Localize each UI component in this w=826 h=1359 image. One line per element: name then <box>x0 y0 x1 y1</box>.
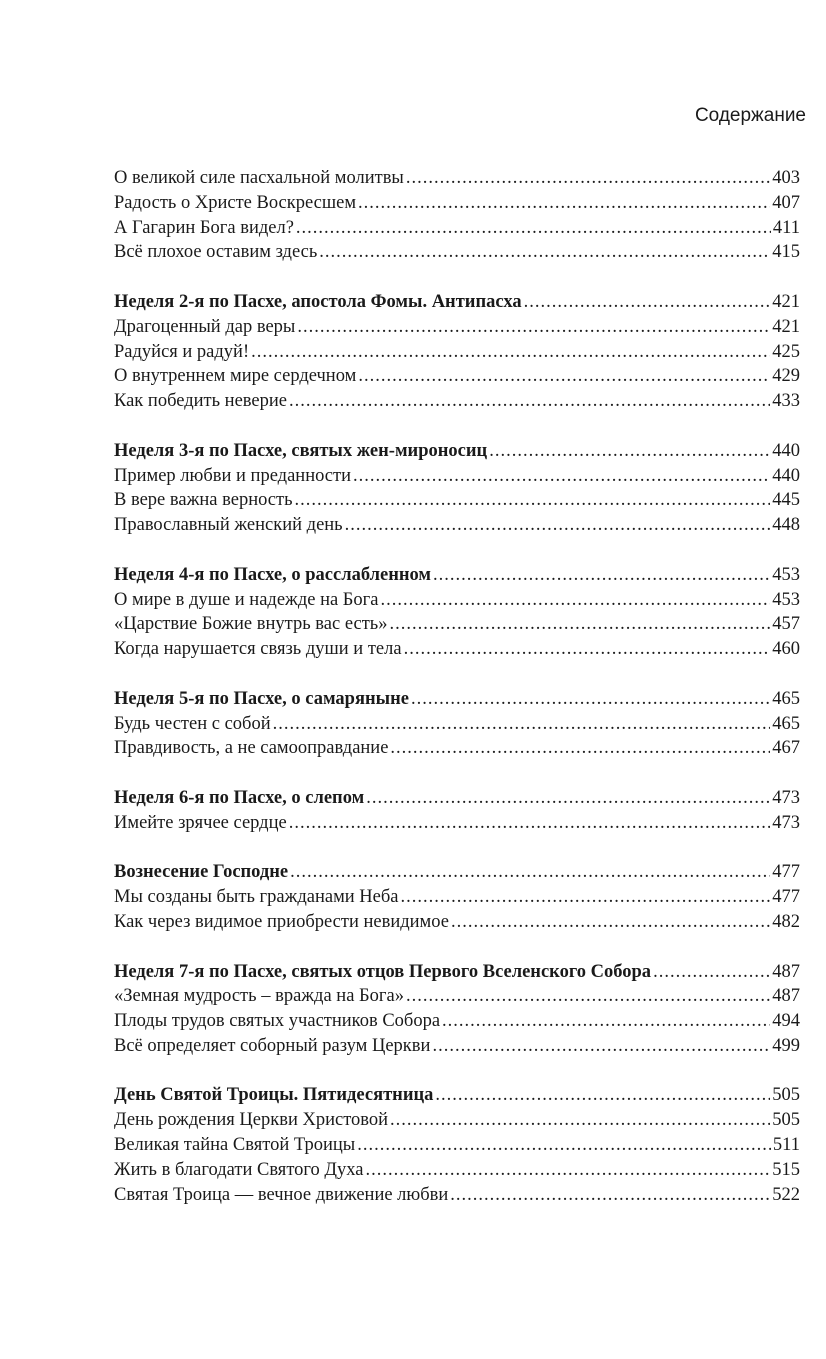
toc-entry <box>114 637 800 662</box>
toc-page-number: 522 <box>772 1184 800 1205</box>
toc-page-number: 429 <box>772 366 800 387</box>
toc-entry <box>114 340 800 365</box>
toc-page-number: 448 <box>772 515 800 536</box>
dot-leader <box>289 389 770 414</box>
dot-leader <box>297 315 770 340</box>
toc-entry <box>114 885 800 910</box>
toc-section-heading <box>114 290 800 315</box>
toc-entry <box>114 1158 800 1183</box>
toc-entry-title: Неделя 7-я по Пасхе, святых отцов Первого Вселенского Собора <box>114 961 652 982</box>
toc-page-number: 477 <box>772 887 800 908</box>
toc-entry <box>114 389 800 414</box>
dot-leader <box>380 588 770 613</box>
toc-entry-title: Неделя 3-я по Пасхе, святых жен-мироносиц <box>114 440 488 461</box>
toc-page-number: 403 <box>772 168 800 188</box>
toc-entry-title: Как победить неверие <box>114 391 287 412</box>
toc-entry-title: В вере важна верность <box>114 490 293 511</box>
toc-section <box>114 786 800 836</box>
toc-entry-title: День Святой Троицы. Пятидесятница <box>114 1085 434 1106</box>
toc-entry-title: Православный женский день <box>114 515 343 536</box>
dot-leader <box>524 290 771 315</box>
toc-page-number: 477 <box>772 862 800 883</box>
toc-entry <box>114 811 800 836</box>
dot-leader <box>366 1158 771 1183</box>
dot-leader <box>432 1034 770 1059</box>
dot-leader <box>451 910 770 935</box>
toc-entry <box>114 736 800 761</box>
toc-entry <box>114 240 800 265</box>
toc-section-heading <box>114 439 800 464</box>
toc-entry-title: Будь честен с собой <box>114 713 271 734</box>
toc-entry <box>114 910 800 935</box>
dot-leader <box>296 216 771 241</box>
toc-entry <box>114 612 800 637</box>
toc-page-number: 467 <box>772 738 800 759</box>
toc-entry <box>114 191 800 216</box>
toc-entry-title: Жить в благодати Святого Духа <box>114 1159 364 1180</box>
toc-entry <box>114 364 800 389</box>
dot-leader <box>251 340 770 365</box>
dot-leader <box>389 612 770 637</box>
toc-section <box>114 687 800 761</box>
toc-section <box>114 563 800 662</box>
toc-entry-title: Мы созданы быть гражданами Неба <box>114 887 399 908</box>
toc-page-number: 433 <box>772 391 800 412</box>
toc-entry-title: Вознесение Господне <box>114 862 289 883</box>
dot-leader <box>653 960 770 985</box>
dot-leader <box>290 860 770 885</box>
toc-entry-title: Неделя 2-я по Пасхе, апостола Фомы. Антипасха <box>114 291 522 312</box>
toc-entry-title: Плоды трудов святых участников Собора <box>114 1011 441 1032</box>
running-head: Содержание <box>694 105 806 126</box>
dot-leader <box>390 1108 770 1133</box>
toc-page-number: 465 <box>772 688 800 709</box>
toc-entry-title: Всё плохое оставим здесь <box>114 242 318 263</box>
table-of-contents <box>114 166 800 1232</box>
toc-page-number: 440 <box>772 440 800 461</box>
dot-leader <box>353 464 770 489</box>
dot-leader <box>289 811 771 836</box>
dot-leader <box>433 563 770 588</box>
toc-entry-title: Драгоценный дар веры <box>114 316 296 337</box>
toc-page-number: 505 <box>772 1085 800 1106</box>
toc-entry-title: «Царствие Божие внутрь вас есть» <box>114 614 388 635</box>
toc-page-number: 465 <box>772 713 800 734</box>
toc-page-number: 482 <box>772 911 800 932</box>
toc-page-number: 453 <box>772 589 800 610</box>
toc-section <box>114 860 800 934</box>
toc-entry <box>114 1133 800 1158</box>
toc-section-heading <box>114 1083 800 1108</box>
dot-leader <box>345 513 771 538</box>
toc-section-heading <box>114 687 800 712</box>
toc-entry-title: Радуйся и радуй! <box>114 341 250 362</box>
toc-entry <box>114 166 800 191</box>
toc-section-heading <box>114 960 800 985</box>
dot-leader <box>390 736 770 761</box>
dot-leader <box>406 984 770 1009</box>
toc-entry-title: Радость о Христе Воскресшем <box>114 192 357 213</box>
dot-leader <box>450 1183 770 1208</box>
toc-section <box>114 1083 800 1207</box>
dot-leader <box>404 637 771 662</box>
toc-page-number: 415 <box>772 242 800 263</box>
toc-entry-title: Неделя 4-я по Пасхе, о расслабленном <box>114 564 432 585</box>
dot-leader <box>357 1133 771 1158</box>
toc-section <box>114 960 800 1059</box>
toc-page-number: 511 <box>772 1135 800 1156</box>
dot-leader <box>358 191 770 216</box>
toc-entry <box>114 1009 800 1034</box>
dot-leader <box>406 166 770 191</box>
toc-entry <box>114 712 800 737</box>
toc-page-number: 421 <box>772 316 800 337</box>
toc-entry <box>114 464 800 489</box>
toc-entry-title: Великая тайна Святой Троицы <box>114 1135 356 1156</box>
toc-entry-title: О великой силе пасхальной молитвы <box>114 168 404 188</box>
toc-entry-title: Имейте зрячее сердце <box>114 812 287 833</box>
toc-page-number: 457 <box>772 614 800 635</box>
toc-entry <box>114 1108 800 1133</box>
toc-entry-title: Неделя 6-я по Пасхе, о слепом <box>114 787 365 808</box>
toc-entry-title: Всё определяет соборный разум Церкви <box>114 1035 431 1056</box>
dot-leader <box>366 786 770 811</box>
toc-page-number: 487 <box>772 961 800 982</box>
toc-page-number: 515 <box>772 1159 800 1180</box>
toc-page-number: 411 <box>772 217 800 238</box>
toc-page-number: 473 <box>772 787 800 808</box>
toc-entry <box>114 216 800 241</box>
toc-entry-title: Святая Троица — вечное движение любви <box>114 1184 449 1205</box>
toc-entry-title: Правдивость, а не самооправдание <box>114 738 389 759</box>
dot-leader <box>442 1009 770 1034</box>
toc-entry-title: Пример любви и преданности <box>114 465 352 486</box>
dot-leader <box>273 712 771 737</box>
toc-page-number: 407 <box>772 192 800 213</box>
toc-page-number: 473 <box>772 812 800 833</box>
toc-section-heading <box>114 786 800 811</box>
dot-leader <box>401 885 771 910</box>
toc-section-heading <box>114 563 800 588</box>
toc-page-number: 494 <box>772 1011 800 1032</box>
dot-leader <box>489 439 770 464</box>
toc-entry-title: Когда нарушается связь души и тела <box>114 639 402 660</box>
toc-entry <box>114 488 800 513</box>
toc-page-number: 425 <box>772 341 800 362</box>
toc-entry <box>114 984 800 1009</box>
dot-leader <box>435 1083 770 1108</box>
toc-section-heading <box>114 860 800 885</box>
toc-section <box>114 166 800 265</box>
dot-leader <box>295 488 771 513</box>
toc-entry-title: Неделя 5-я по Пасхе, о самаряныне <box>114 688 409 709</box>
toc-page-number: 453 <box>772 564 800 585</box>
toc-entry-title: О мире в душе и надежде на Бога <box>114 589 379 610</box>
toc-section <box>114 290 800 414</box>
toc-entry <box>114 1034 800 1059</box>
toc-page-number: 499 <box>772 1035 800 1056</box>
toc-entry-title: Как через видимое приобрести невидимое <box>114 911 449 932</box>
dot-leader <box>411 687 770 712</box>
dot-leader <box>358 364 770 389</box>
toc-entry-title: «Земная мудрость – вражда на Бога» <box>114 986 404 1007</box>
toc-page-number: 445 <box>772 490 800 511</box>
toc-page-number: 421 <box>772 291 800 312</box>
toc-entry-title: День рождения Церкви Христовой <box>114 1110 389 1131</box>
toc-entry <box>114 1183 800 1208</box>
toc-entry <box>114 588 800 613</box>
toc-entry-title: О внутреннем мире сердечном <box>114 366 357 387</box>
toc-entry-title: А Гагарин Бога видел? <box>114 217 294 238</box>
toc-section <box>114 439 800 538</box>
toc-page-number: 487 <box>772 986 800 1007</box>
dot-leader <box>319 240 770 265</box>
toc-entry <box>114 513 800 538</box>
toc-page-number: 460 <box>772 639 800 660</box>
toc-page-number: 440 <box>772 465 800 486</box>
toc-entry <box>114 315 800 340</box>
toc-page-number: 505 <box>772 1110 800 1131</box>
